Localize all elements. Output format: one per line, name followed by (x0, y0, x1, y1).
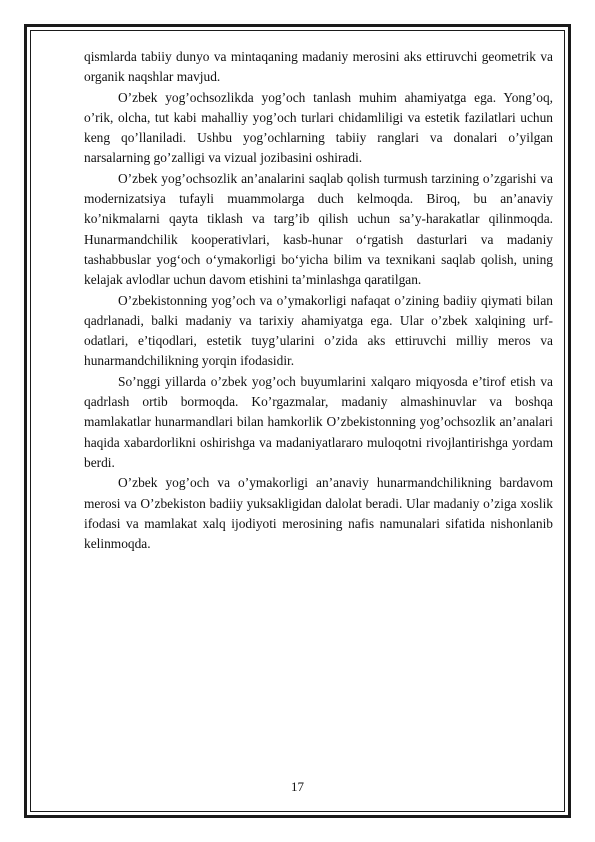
paragraph-international-recognition: So’nggi yillarda o’zbek yog’och buyumlarini xalqaro miqyosda e’tirof etish va qadrlash ortib bormoqda. Ko’rgazmalar, madaniy almashinuvlar va boshqa mamlakatlar hunarmandlari bilan hamkorlik O’zbekistonning yog’ochsozlik an’analari haqida xabardorlikni oshirishga va madaniyatlararo muloqotni rivojlantirishga yordam berdi. (84, 373, 553, 470)
paragraph-continuation: qismlarda tabiiy dunyo va mintaqaning madaniy merosini aks ettiruvchi geometrik va organik naqshlar mavjud. (84, 49, 553, 85)
paragraph-cultural-value: O’zbekistonning yog’och va o’ymakorligi nafaqat o’zining badiiy qiymati bilan qadrlanadi, balki madaniy va tarixiy ahamiyatga ega. Ular o’zbek xalqining urf-odatlari, e’tiqodlari, estetik tuyg’ularini o’zida aks ettiruvchi milliy meros va hunarmandchilikning yorqin ifodasidir. (84, 292, 553, 369)
paragraph-conclusion: O’zbek yog’och va o’ymakorligi an’anaviy hunarmandchilikning bardavom merosi va O’zbekiston badiiy yuksakligidan dalolat beradi. Ular madaniy o’ziga xoslik ifodasi va mamlakat xalq ijodiyoti merosining nafis namunalari sifatida nishonlanib kelinmoqda. (84, 475, 553, 552)
body-text (84, 47, 553, 554)
paragraph-preservation: O’zbek yog’ochsozlik an’analarini saqlab qolish turmush tarzining o’zgarishi va modernizatsiya tufayli muammolarga duch kelmoqda. Biroq, bu an’anaviy ko’nikmalarni qayta tiklash va targ’ib qilish uchun sa’y-harakatlar qilinmoqda. Hunarmandchilik kooperativlari, kasb-hunar o‘rgatish dasturlari va madaniy tashabbuslar yog‘och o‘ymakorligi bo‘yicha bilim va texnikani saqlab qolish, uning kelajak avlodlar uchun davom etishini ta’minlashga qaratilgan. (84, 170, 553, 288)
page-number: 17 (291, 779, 304, 794)
paragraph-wood-selection: O’zbek yog’ochsozlikda yog’och tanlash muhim ahamiyatga ega. Yong’oq, o’rik, olcha, tut kabi mahalliy yog’och turlari chidamliligi va estetik fazilatlari uchun keng qo’llaniladi. Ushbu yog’ochlarning tabiiy ranglari va donalari o’yilgan narsalarning go’zalligi va vizual jozibasini oshiradi. (84, 89, 553, 166)
